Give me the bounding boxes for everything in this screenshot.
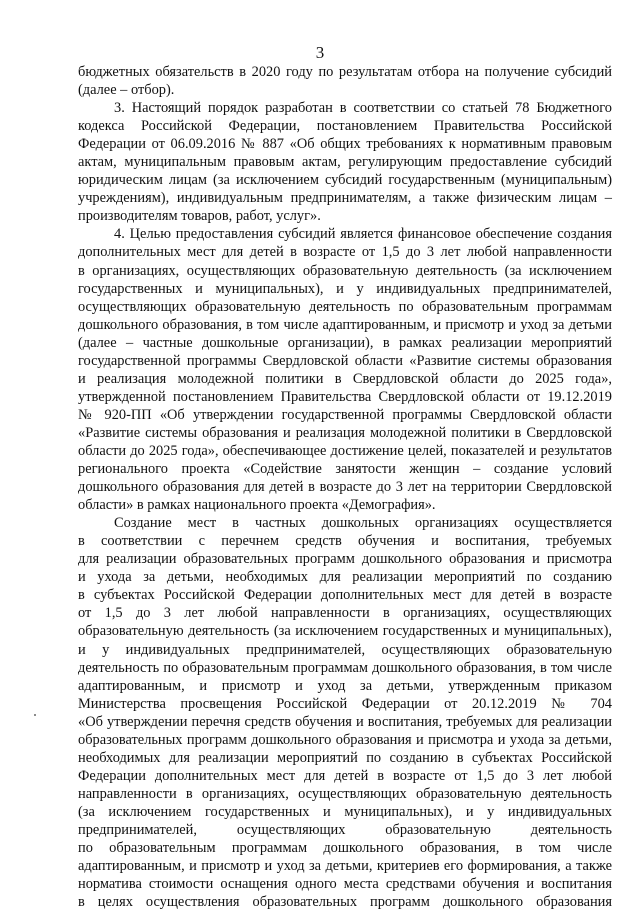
text-line: образовательную деятельность (за исключением государственных и муниципальных),	[78, 623, 612, 640]
scan-speck	[34, 714, 36, 716]
text-line: 4. Целью предоставления субсидий является финансовое обеспечение создания	[114, 226, 612, 243]
text-line: кодекса Российской Федерации, постановлением Правительства Российской	[78, 118, 612, 135]
text-line: актам, муниципальным правовым актам, регулирующим предоставление субсидий	[78, 154, 612, 171]
text-line: Создание мест в частных дошкольных организациях осуществляется	[114, 515, 612, 532]
text-line: (далее – отбор).	[78, 82, 175, 99]
text-line: для реализации образовательных программ дошкольного образования и присмотра	[78, 551, 612, 568]
text-line: в соответствии с перечнем средств обучения и воспитания, требуемых	[78, 533, 612, 550]
text-line: образовательных программ дошкольного образования и присмотра и ухода за детьми,	[78, 731, 612, 748]
text-line: «Об утверждении перечня средств обучения и воспитания, требуемых для реализации	[78, 713, 612, 730]
text-line: бюджетных обязательств в 2020 году по результатам отбора на получение субсидий	[78, 64, 612, 80]
text-line: адаптированным, и присмотр и уход за детьми, критериев его формирования, а также	[78, 858, 612, 875]
text-line: осуществляющих образовательную деятельность по образовательным программам	[78, 298, 612, 315]
text-line: деятельность по образовательным программам дошкольного образования, в том числе	[78, 659, 612, 676]
text-line: и реализация молодежной политики в Свердловской области до 2025 года»,	[78, 370, 612, 387]
text-line: предпринимателей, осуществляющих образовательную деятельность	[78, 821, 612, 838]
text-line: утвержденной постановлением Правительства Свердловской области от 19.12.2019	[78, 388, 612, 405]
text-line: 3. Настоящий порядок разработан в соответствии со статьей 78 Бюджетного	[114, 100, 612, 117]
text-line: в целях осуществления образовательных программ дошкольного образования	[78, 894, 612, 911]
text-line: юридическим лицам (за исключением субсидий государственным (муниципальным)	[78, 172, 612, 189]
text-line: регионального проекта «Содействие занятости женщин – создание условий	[78, 461, 612, 478]
text-line: адаптированным, и присмотр и уход за детьми, утвержденным приказом	[78, 677, 612, 694]
text-line: (далее – частные дошкольные организации), в рамках реализации мероприятий	[78, 334, 612, 351]
text-line: в субъектах Российской Федерации дополнительных мест для детей в возрасте	[78, 587, 612, 604]
document-body	[78, 63, 612, 911]
text-line: дошкольного образования для детей в возрасте до 3 лет на территории Свердловской	[78, 479, 612, 496]
text-line: учреждениям), индивидуальным предпринимателям, а также физическим лицам –	[78, 190, 612, 207]
text-line: № 920-ПП «Об утверждении государственной программы Свердловской области	[78, 406, 612, 423]
text-line: в организациях, осуществляющих образовательную деятельность (за исключением	[78, 262, 612, 279]
text-line: и ухода за детьми, необходимых для реализации мероприятий по созданию	[78, 569, 612, 586]
text-line: норматива стоимости оснащения одного места средствами обучения и воспитания	[78, 876, 612, 893]
text-line: Федерации дополнительных мест для детей в возрасте от 1,5 до 3 лет любой	[78, 767, 612, 784]
text-line: по образовательным программам дошкольного образования, в том числе	[78, 840, 612, 857]
text-line: Федерации от 06.09.2016 № 887 «Об общих требованиях к нормативным правовым	[78, 136, 612, 153]
text-line: от 1,5 до 3 лет любой направленности в организациях, осуществляющих	[78, 605, 612, 622]
text-line: области до 2025 года», обеспечивающее достижение целей, показателей и результатов	[78, 442, 612, 459]
text-line: «Развитие системы образования и реализация молодежной политики в Свердловской	[78, 424, 612, 441]
text-line: государственной программы Свердловской области «Развитие системы образования	[78, 352, 612, 369]
text-line: необходимых для реализации мероприятий по созданию в субъектах Российской	[78, 749, 612, 766]
text-line: (за исключением государственных и муниципальных), и у индивидуальных	[78, 803, 612, 820]
text-line: и у индивидуальных предпринимателей, осуществляющих образовательную	[78, 641, 612, 658]
text-line: государственных и муниципальных), и у индивидуальных предпринимателей,	[78, 280, 612, 297]
text-line: области» в рамках национального проекта «Демография».	[78, 497, 436, 514]
text-line: дополнительных мест для детей в возрасте от 1,5 до 3 лет любой направленности	[78, 244, 612, 261]
text-line: дошкольного образования, в том числе адаптированным, и присмотр и уход за детьми	[78, 316, 612, 333]
text-line: Министерства просвещения Российской Федерации от 20.12.2019 № 704	[78, 695, 612, 712]
text-line: производителям товаров, работ, услуг».	[78, 208, 321, 225]
text-line: направленности в организациях, осуществляющих образовательную деятельность	[78, 785, 612, 802]
page-number: 3	[315, 43, 325, 62]
